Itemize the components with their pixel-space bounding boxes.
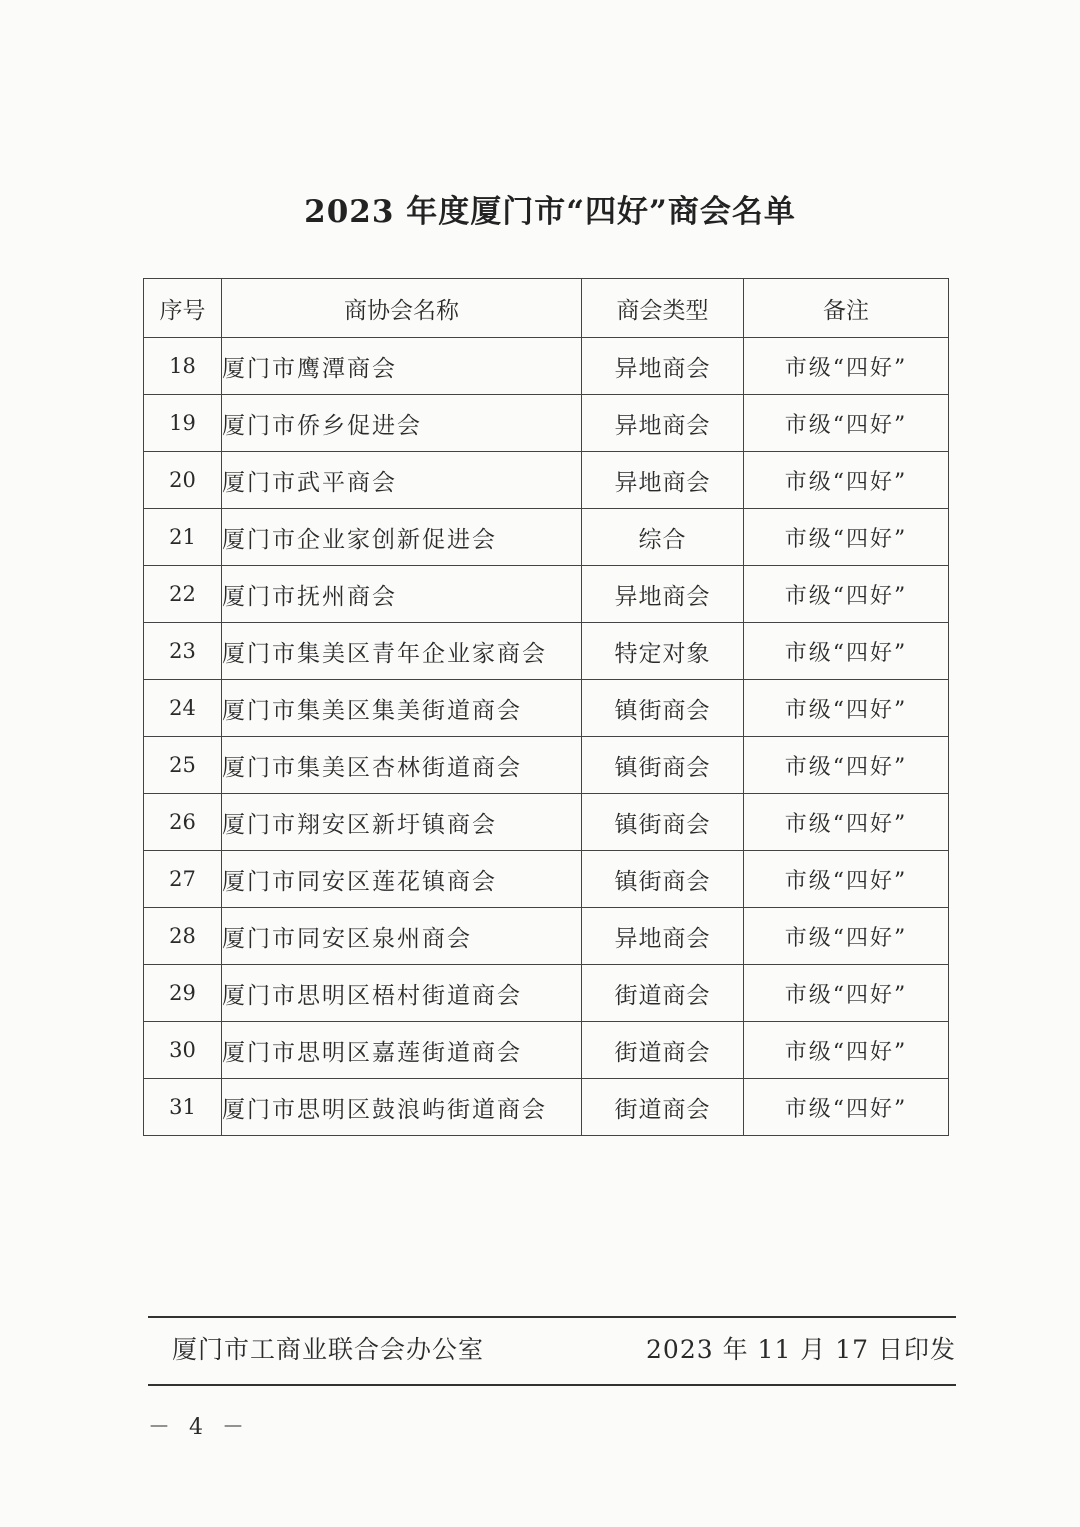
cell-chamber-name: 厦门市思明区梧村街道商会 bbox=[222, 965, 582, 1022]
cell-no: 26 bbox=[144, 794, 222, 851]
table-header-row bbox=[144, 279, 949, 338]
cell-chamber-type: 异地商会 bbox=[582, 908, 744, 965]
table-row bbox=[144, 509, 949, 566]
page-number: － 4 － bbox=[148, 1415, 250, 1440]
cell-note: 市级“四好” bbox=[744, 1022, 949, 1079]
cell-no: 30 bbox=[144, 1022, 222, 1079]
table-row bbox=[144, 794, 949, 851]
cell-chamber-name: 厦门市思明区鼓浪屿街道商会 bbox=[222, 1079, 582, 1136]
cell-chamber-name: 厦门市思明区嘉莲街道商会 bbox=[222, 1022, 582, 1079]
cell-chamber-type: 镇街商会 bbox=[582, 794, 744, 851]
cell-note: 市级“四好” bbox=[744, 338, 949, 395]
cell-chamber-name: 厦门市集美区杏林街道商会 bbox=[222, 737, 582, 794]
cell-chamber-name: 厦门市鹰潭商会 bbox=[222, 338, 582, 395]
cell-no: 23 bbox=[144, 623, 222, 680]
footer-bottom-rule bbox=[148, 1384, 956, 1386]
cell-chamber-name: 厦门市侨乡促进会 bbox=[222, 395, 582, 452]
footer-print-date: 2023 年 11 月 17 日印发 bbox=[646, 1335, 956, 1364]
footer-top-rule bbox=[148, 1316, 956, 1318]
cell-chamber-type: 街道商会 bbox=[582, 965, 744, 1022]
cell-chamber-name: 厦门市企业家创新促进会 bbox=[222, 509, 582, 566]
cell-note: 市级“四好” bbox=[744, 737, 949, 794]
header-name: 商协会名称 bbox=[222, 279, 582, 338]
table-row bbox=[144, 452, 949, 509]
cell-no: 28 bbox=[144, 908, 222, 965]
table-row bbox=[144, 908, 949, 965]
table-row bbox=[144, 1022, 949, 1079]
cell-note: 市级“四好” bbox=[744, 965, 949, 1022]
cell-note: 市级“四好” bbox=[744, 1079, 949, 1136]
footer-issuer: 厦门市工商业联合会办公室 bbox=[172, 1335, 485, 1364]
cell-no: 24 bbox=[144, 680, 222, 737]
cell-note: 市级“四好” bbox=[744, 509, 949, 566]
cell-chamber-type: 异地商会 bbox=[582, 452, 744, 509]
table-row bbox=[144, 395, 949, 452]
cell-no: 20 bbox=[144, 452, 222, 509]
cell-no: 31 bbox=[144, 1079, 222, 1136]
cell-chamber-name: 厦门市翔安区新圩镇商会 bbox=[222, 794, 582, 851]
table-row bbox=[144, 737, 949, 794]
cell-no: 25 bbox=[144, 737, 222, 794]
cell-no: 18 bbox=[144, 338, 222, 395]
cell-chamber-type: 特定对象 bbox=[582, 623, 744, 680]
cell-no: 29 bbox=[144, 965, 222, 1022]
cell-note: 市级“四好” bbox=[744, 623, 949, 680]
cell-chamber-type: 异地商会 bbox=[582, 338, 744, 395]
cell-chamber-type: 综合 bbox=[582, 509, 744, 566]
cell-note: 市级“四好” bbox=[744, 566, 949, 623]
header-note: 备注 bbox=[744, 279, 949, 338]
cell-note: 市级“四好” bbox=[744, 908, 949, 965]
cell-no: 27 bbox=[144, 851, 222, 908]
table-body bbox=[144, 338, 949, 1136]
table-row bbox=[144, 623, 949, 680]
table-row bbox=[144, 338, 949, 395]
cell-note: 市级“四好” bbox=[744, 680, 949, 737]
document-title: 2023 年度厦门市“四好”商会名单 bbox=[304, 194, 796, 230]
cell-chamber-name: 厦门市抚州商会 bbox=[222, 566, 582, 623]
header-type: 商会类型 bbox=[582, 279, 744, 338]
table-row bbox=[144, 566, 949, 623]
cell-chamber-type: 街道商会 bbox=[582, 1079, 744, 1136]
table-row bbox=[144, 1079, 949, 1136]
cell-chamber-name: 厦门市集美区集美街道商会 bbox=[222, 680, 582, 737]
cell-chamber-name: 厦门市武平商会 bbox=[222, 452, 582, 509]
cell-chamber-type: 镇街商会 bbox=[582, 680, 744, 737]
cell-chamber-type: 街道商会 bbox=[582, 1022, 744, 1079]
chamber-roster-table bbox=[143, 278, 949, 1136]
cell-chamber-type: 异地商会 bbox=[582, 566, 744, 623]
table-row bbox=[144, 851, 949, 908]
cell-note: 市级“四好” bbox=[744, 452, 949, 509]
table-row bbox=[144, 965, 949, 1022]
cell-chamber-name: 厦门市集美区青年企业家商会 bbox=[222, 623, 582, 680]
cell-note: 市级“四好” bbox=[744, 794, 949, 851]
cell-no: 22 bbox=[144, 566, 222, 623]
cell-no: 21 bbox=[144, 509, 222, 566]
cell-chamber-type: 镇街商会 bbox=[582, 851, 744, 908]
cell-chamber-name: 厦门市同安区莲花镇商会 bbox=[222, 851, 582, 908]
table-row bbox=[144, 680, 949, 737]
cell-chamber-type: 镇街商会 bbox=[582, 737, 744, 794]
header-no: 序号 bbox=[144, 279, 222, 338]
cell-note: 市级“四好” bbox=[744, 851, 949, 908]
cell-no: 19 bbox=[144, 395, 222, 452]
cell-chamber-name: 厦门市同安区泉州商会 bbox=[222, 908, 582, 965]
cell-note: 市级“四好” bbox=[744, 395, 949, 452]
cell-chamber-type: 异地商会 bbox=[582, 395, 744, 452]
